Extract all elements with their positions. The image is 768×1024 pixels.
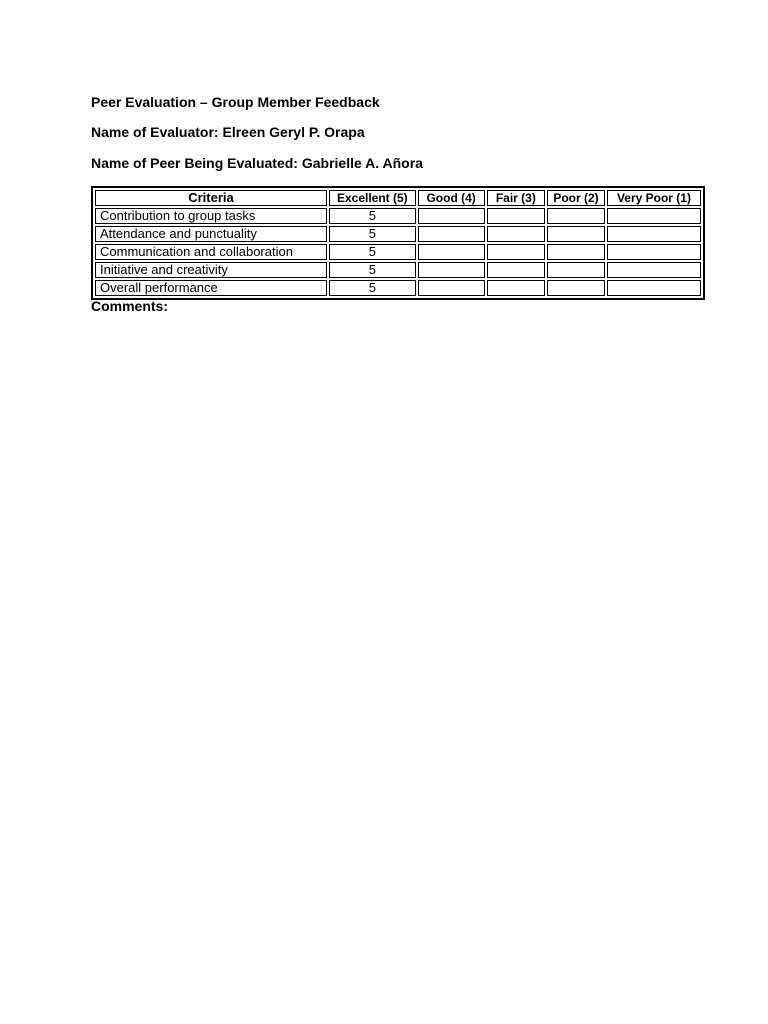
peer-name: Name of Peer Being Evaluated: Gabrielle A. Añora: [91, 155, 423, 171]
criteria-cell: Attendance and punctuality: [95, 226, 327, 242]
very-poor-cell: [607, 262, 701, 278]
evaluation-table: [91, 186, 705, 300]
table-row: [95, 244, 701, 260]
table-row: [95, 208, 701, 224]
table-header-row: [95, 190, 701, 206]
good-cell: [418, 280, 485, 296]
poor-cell: [547, 226, 605, 242]
excellent-cell: 5: [329, 262, 416, 278]
table-row: [95, 262, 701, 278]
header-excellent: Excellent (5): [329, 190, 416, 206]
header-criteria: Criteria: [95, 190, 327, 206]
fair-cell: [487, 244, 546, 260]
good-cell: [418, 262, 485, 278]
poor-cell: [547, 262, 605, 278]
poor-cell: [547, 244, 605, 260]
poor-cell: [547, 208, 605, 224]
good-cell: [418, 244, 485, 260]
criteria-cell: Initiative and creativity: [95, 262, 327, 278]
very-poor-cell: [607, 208, 701, 224]
very-poor-cell: [607, 280, 701, 296]
criteria-cell: Contribution to group tasks: [95, 208, 327, 224]
good-cell: [418, 226, 485, 242]
fair-cell: [487, 208, 546, 224]
fair-cell: [487, 280, 546, 296]
fair-cell: [487, 262, 546, 278]
good-cell: [418, 208, 485, 224]
table-row: [95, 280, 701, 296]
very-poor-cell: [607, 244, 701, 260]
very-poor-cell: [607, 226, 701, 242]
excellent-cell: 5: [329, 244, 416, 260]
header-very-poor: Very Poor (1): [607, 190, 701, 206]
excellent-cell: 5: [329, 208, 416, 224]
excellent-cell: 5: [329, 226, 416, 242]
header-good: Good (4): [418, 190, 485, 206]
criteria-cell: Communication and collaboration: [95, 244, 327, 260]
criteria-cell: Overall performance: [95, 280, 327, 296]
evaluator-name: Name of Evaluator: Elreen Geryl P. Orapa: [91, 124, 365, 140]
header-poor: Poor (2): [547, 190, 605, 206]
excellent-cell: 5: [329, 280, 416, 296]
table-row: [95, 226, 701, 242]
poor-cell: [547, 280, 605, 296]
document-title: Peer Evaluation – Group Member Feedback: [91, 94, 380, 110]
fair-cell: [487, 226, 546, 242]
header-fair: Fair (3): [487, 190, 546, 206]
comments-label: Comments:: [91, 298, 169, 314]
